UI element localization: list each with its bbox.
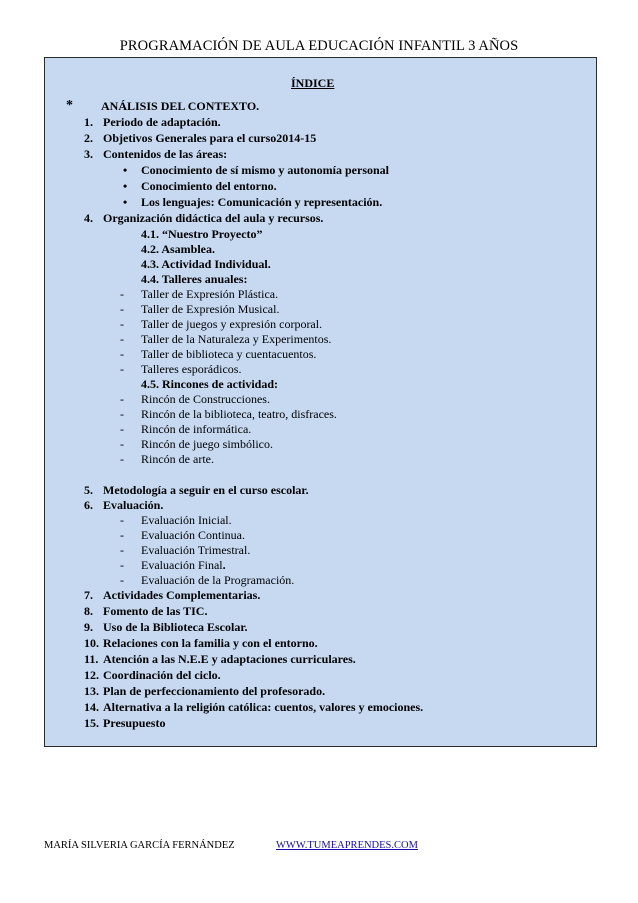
item-number: 3.: [84, 147, 93, 161]
taller-item: Taller de juegos y expresión corporal.: [141, 317, 323, 331]
item-number: 9.: [84, 620, 93, 634]
dash-bullet: -: [120, 332, 124, 346]
index-item: Plan de perfeccionamiento del profesorado.: [103, 684, 326, 698]
dash-bullet: -: [120, 513, 124, 527]
subsection-item: 4.4. Talleres anuales:: [141, 272, 248, 286]
subsection-item: 4.3. Actividad Individual.: [141, 257, 271, 271]
star-bullet: *: [66, 98, 73, 113]
bullet-icon: •: [123, 163, 128, 177]
rincon-item: Rincón de juego simbólico.: [141, 437, 273, 451]
index-item: Relaciones con la familia y con el entorno.: [103, 636, 318, 650]
item-number: 4.: [84, 211, 93, 225]
rincon-item: Rincón de Construcciones.: [141, 392, 270, 406]
bullet-icon: •: [123, 195, 128, 209]
dash-bullet: -: [120, 317, 124, 331]
dash-bullet: -: [120, 422, 124, 436]
footer-author: MARÍA SILVERIA GARCÍA FERNÁNDEZ: [44, 840, 235, 851]
index-item: Organización didáctica del aula y recursos.: [103, 211, 324, 225]
evaluacion-item: Evaluación de la Programación.: [141, 573, 295, 587]
item-number: 6.: [84, 498, 93, 512]
index-item: Metodología a seguir en el curso escolar.: [103, 483, 309, 497]
item-number: 14.: [84, 700, 99, 714]
evaluacion-item: Evaluación Trimestral.: [141, 543, 251, 557]
rincon-item: Rincón de informática.: [141, 422, 252, 436]
dash-bullet: -: [120, 558, 124, 572]
evaluacion-item: [141, 558, 226, 573]
dash-bullet: -: [120, 543, 124, 557]
dash-bullet: -: [120, 407, 124, 421]
evaluacion-final-text: Evaluación Final: [141, 558, 223, 572]
dash-bullet: -: [120, 573, 124, 587]
evaluacion-item: Evaluación Continua.: [141, 528, 245, 542]
index-item: Uso de la Biblioteca Escolar.: [103, 620, 248, 634]
index-item: Objetivos Generales para el curso2014-15: [103, 131, 317, 145]
taller-item: Taller de Expresión Musical.: [141, 302, 280, 316]
index-item: Alternativa a la religión católica: cuentos, valores y emociones.: [103, 700, 424, 714]
dash-bullet: -: [120, 528, 124, 542]
rincon-item: Rincón de la biblioteca, teatro, disfraces.: [141, 407, 337, 421]
footer-website-link[interactable]: WWW.TUMEAPRENDES.COM: [276, 840, 418, 851]
taller-item: Talleres esporádicos.: [141, 362, 242, 376]
section-title: ANÁLISIS DEL CONTEXTO.: [101, 99, 260, 113]
index-item: Fomento de las TIC.: [103, 604, 208, 618]
item-number: 7.: [84, 588, 93, 602]
area-item: Los lenguajes: Comunicación y representación.: [141, 195, 383, 209]
item-number: 12.: [84, 668, 99, 682]
index-item: Actividades Complementarias.: [103, 588, 261, 602]
index-item: Contenidos de las áreas:: [103, 147, 228, 161]
item-number: 2.: [84, 131, 93, 145]
dash-bullet: -: [120, 437, 124, 451]
taller-item: Taller de la Naturaleza y Experimentos.: [141, 332, 332, 346]
item-number: 10.: [84, 636, 99, 650]
bold-period: .: [222, 558, 226, 572]
dash-bullet: -: [120, 392, 124, 406]
dash-bullet: -: [120, 347, 124, 361]
dash-bullet: -: [120, 302, 124, 316]
index-item: Atención a las N.E.E y adaptaciones curriculares.: [103, 652, 356, 666]
subsection-item: 4.5. Rincones de actividad:: [141, 377, 279, 391]
rincon-item: Rincón de arte.: [141, 452, 214, 466]
item-number: 13.: [84, 684, 99, 698]
subsection-item: 4.1. “Nuestro Proyecto”: [141, 227, 263, 241]
index-item: Periodo de adaptación.: [103, 115, 221, 129]
area-item: Conocimiento del entorno.: [141, 179, 277, 193]
item-number: 11.: [84, 652, 99, 666]
index-item: Evaluación.: [103, 498, 164, 512]
index-title: ÍNDICE: [291, 76, 335, 90]
dash-bullet: -: [120, 287, 124, 301]
area-item: Conocimiento de sí mismo y autonomía personal: [141, 163, 390, 177]
taller-item: Taller de Expresión Plástica.: [141, 287, 279, 301]
item-number: 5.: [84, 483, 93, 497]
dash-bullet: -: [120, 362, 124, 376]
page-header-title: PROGRAMACIÓN DE AULA EDUCACIÓN INFANTIL 3 AÑOS: [119, 38, 519, 54]
taller-item: Taller de biblioteca y cuentacuentos.: [141, 347, 317, 361]
dash-bullet: -: [120, 452, 124, 466]
item-number: 1.: [84, 115, 93, 129]
index-item: Presupuesto: [103, 716, 166, 730]
index-item: Coordinación del ciclo.: [103, 668, 221, 682]
subsection-item: 4.2. Asamblea.: [141, 242, 216, 256]
bullet-icon: •: [123, 179, 128, 193]
evaluacion-item: Evaluación Inicial.: [141, 513, 232, 527]
item-number: 8.: [84, 604, 93, 618]
item-number: 15.: [84, 716, 99, 730]
